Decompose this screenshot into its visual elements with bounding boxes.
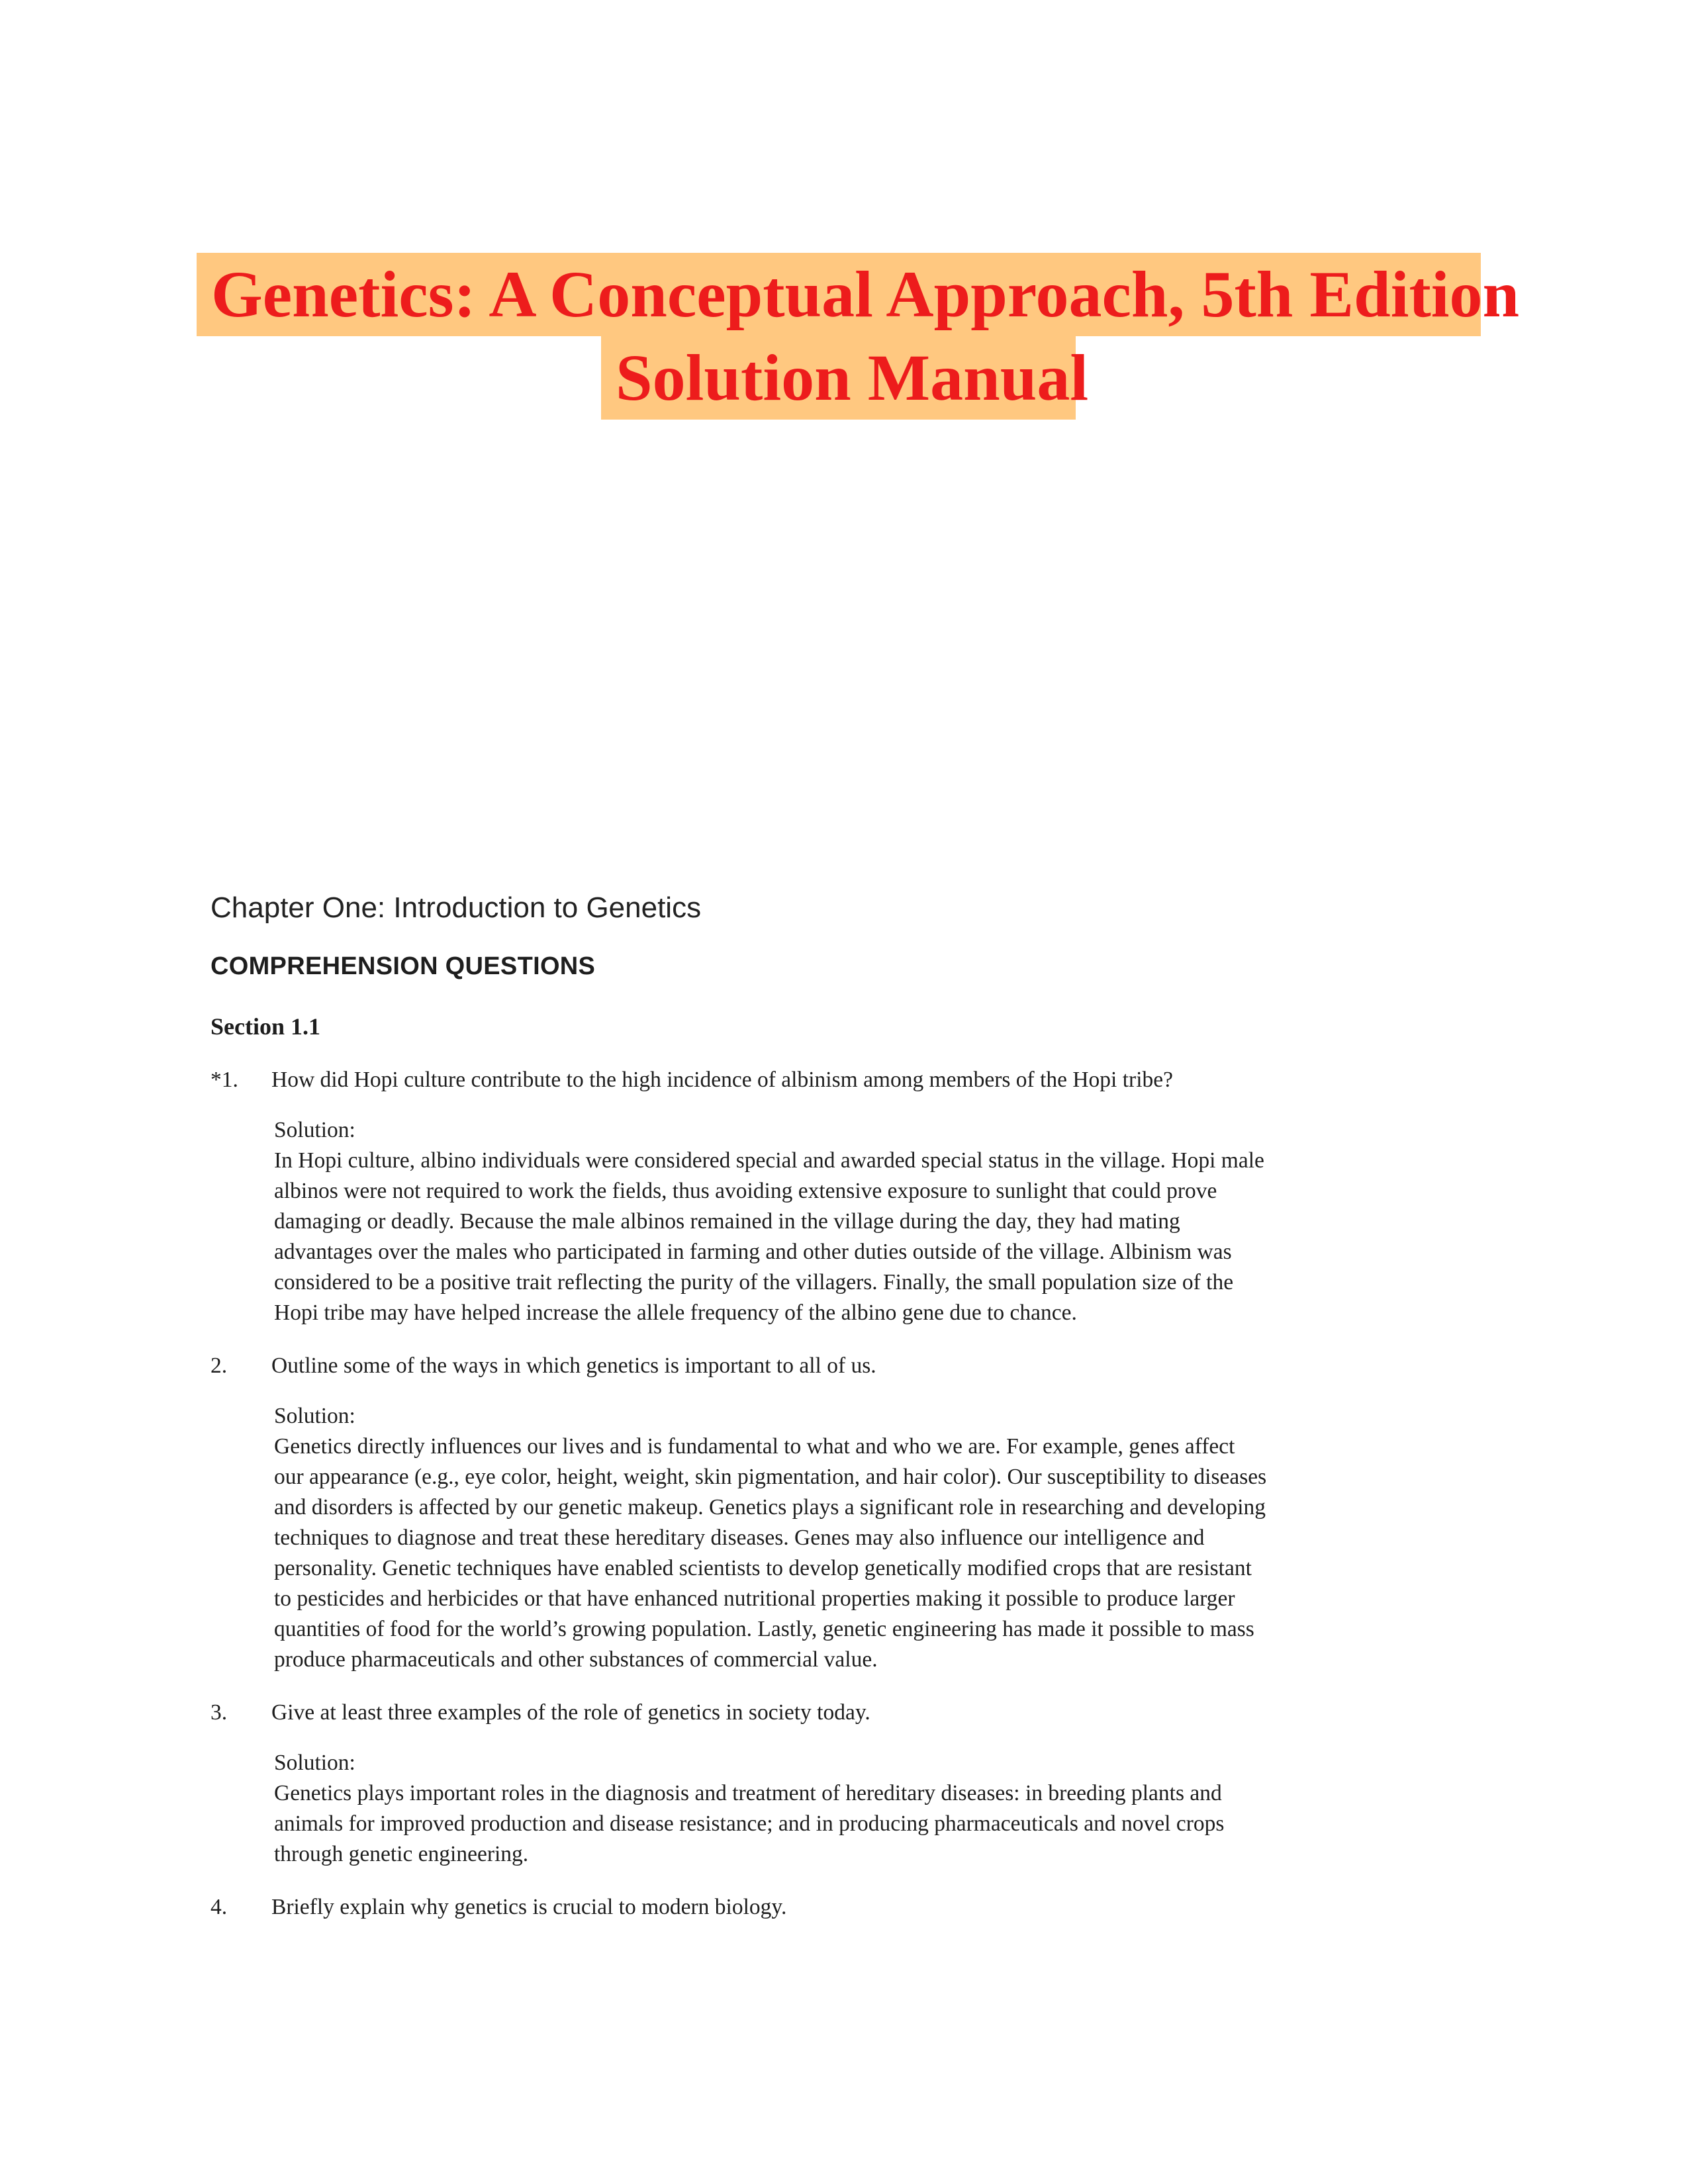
question-3	[211, 1698, 1270, 1870]
question-1	[211, 1065, 1270, 1328]
solution-text: Genetics directly influences our lives and is fundamental to what and who we are. For example, genes affect our appearance (e.g., eye color, height, weight, skin pigmentation, and hair color). Our susceptibility to diseases and disorders is affected by our genetic makeup. Genetics plays a significant role in researching and developing techniques to diagnose and treat these hereditary diseases. Genes may also influence our intelligence and personality. Genetic techniques have enabled scientists to develop genetically modified crops that are resistant to pesticides and herbicides or that have enhanced nutritional properties making it possible to produce larger quantities of food for the world’s growing population. Lastly, genetic engineering has made it possible to mass produce pharmaceuticals and other substances of commercial value.	[274, 1434, 1267, 1672]
section-heading: COMPREHENSION QUESTIONS	[211, 952, 596, 980]
question-text: Briefly explain why genetics is crucial to modern biology.	[271, 1895, 787, 1919]
question-text: Give at least three examples of the role of genetics in society today.	[271, 1700, 870, 1725]
question-number: 3.	[211, 1700, 228, 1725]
question-4	[211, 1892, 1270, 1923]
solution-label: Solution:	[274, 1118, 355, 1142]
question-text: Outline some of the ways in which genetics is important to all of us.	[271, 1353, 876, 1378]
question-text: How did Hopi culture contribute to the high incidence of albinism among members of the Hopi tribe?	[271, 1068, 1174, 1092]
solution-text: Genetics plays important roles in the diagnosis and treatment of hereditary diseases: in breeding plants and animals for improved production and disease resistance; and in producing pharmaceuticals and novel crops through genetic engineering.	[274, 1781, 1225, 1866]
question-number: 2.	[211, 1353, 228, 1378]
document-body	[211, 890, 1270, 1923]
solution-block	[274, 1401, 1267, 1675]
solution-label: Solution:	[274, 1751, 355, 1775]
question-2	[211, 1351, 1270, 1675]
solution-block	[274, 1115, 1267, 1328]
title-line-2: Solution Manual	[601, 336, 1076, 420]
solution-text: In Hopi culture, albino individuals were considered special and awarded special status in the village. Hopi male albinos were not required to work the fields, thus avoiding extensive exposure to sunlight that could prove damaging or deadly. Because the male albinos remained in the village during the day, they had mating advantages over the males who participated in farming and other duties outside of the village. Albinism was considered to be a positive trait reflecting the purity of the villagers. Finally, the small population size of the Hopi tribe may have helped increase the allele frequency of the albino gene due to chance.	[274, 1148, 1264, 1325]
question-number: 4.	[211, 1895, 228, 1919]
title-line-1: Genetics: A Conceptual Approach, 5th Edition	[197, 253, 1481, 336]
subsection-heading: Section 1.1	[211, 1013, 320, 1040]
solution-label: Solution:	[274, 1404, 355, 1428]
chapter-title: Chapter One: Introduction to Genetics	[211, 891, 702, 924]
solution-block	[274, 1748, 1267, 1870]
question-number: *1.	[211, 1068, 238, 1092]
